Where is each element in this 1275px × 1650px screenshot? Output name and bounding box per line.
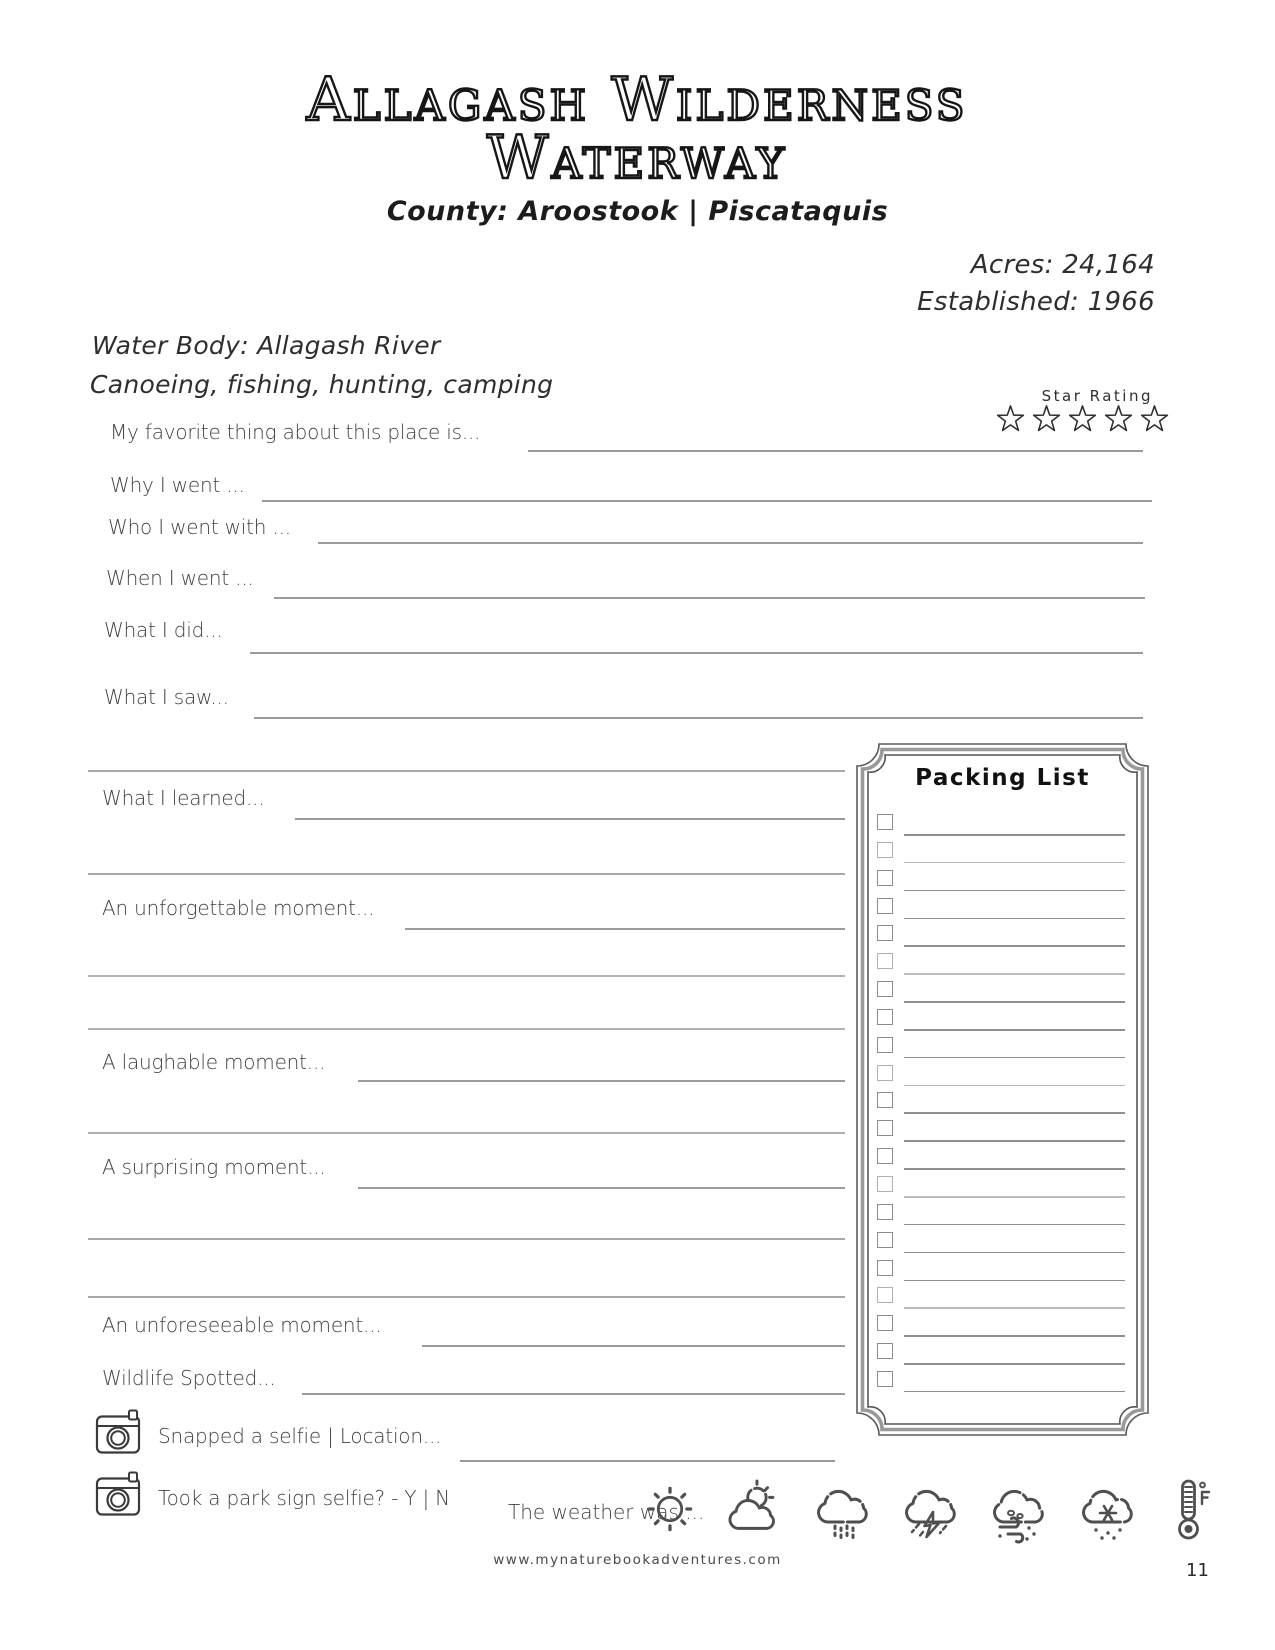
packing-rows [877,814,1125,1399]
packing-write-line[interactable] [904,1307,1125,1309]
write-line-selfie-location[interactable] [460,1460,835,1462]
packing-row [877,870,1125,898]
prompt-surprising: A surprising moment... [102,1155,326,1179]
prompt-unforeseeable: An unforeseeable moment... [102,1313,382,1337]
packing-row [877,1204,1125,1232]
prompt-learned: What I learned... [102,786,265,810]
rating-star-icon[interactable] [1067,404,1098,434]
rating-star-icon[interactable] [1103,404,1134,434]
packing-checkbox[interactable] [877,1148,893,1164]
packing-row [877,814,1125,842]
packing-row [877,1232,1125,1260]
write-line-learned[interactable] [295,818,845,820]
packing-checkbox[interactable] [877,1065,893,1081]
packing-checkbox[interactable] [877,1315,893,1331]
write-line-when[interactable] [274,597,1145,599]
packing-checkbox[interactable] [877,1204,893,1220]
packing-checkbox[interactable] [877,1037,893,1053]
star-rating-row [995,404,1170,434]
water-body-label: Water Body: Allagash River [92,331,441,360]
packing-row [877,953,1125,981]
prompt-saw: What I saw... [104,685,229,709]
prompt-when: When I went ... [106,566,254,590]
packing-list-panel [855,742,1150,1437]
write-line-section[interactable] [88,1296,845,1298]
star-rating-label: Star Rating [1041,387,1153,405]
website-footer: www.mynaturebookadventures.com [493,1552,782,1568]
packing-row [877,1343,1125,1371]
write-line-section[interactable] [88,975,845,977]
packing-write-line[interactable] [904,1085,1125,1087]
page-title [0,56,1275,191]
rating-star-icon[interactable] [995,404,1026,434]
packing-checkbox[interactable] [877,1176,893,1192]
write-line-surprising[interactable] [358,1187,845,1189]
packing-checkbox[interactable] [877,1009,893,1025]
write-line-unforeseeable[interactable] [422,1345,845,1347]
packing-write-line[interactable] [904,918,1125,920]
write-line-section[interactable] [88,1132,845,1134]
packing-row [877,1287,1125,1315]
packing-row [877,842,1125,870]
prompt-why: Why I went ... [110,473,245,497]
write-line-who[interactable] [318,542,1143,544]
packing-row [877,1260,1125,1288]
partly-cloudy-icon[interactable] [724,1478,786,1540]
packing-checkbox[interactable] [877,981,893,997]
county-subtitle: County: Aroostook | Piscataquis [386,196,889,227]
write-line-laughable[interactable] [358,1080,845,1082]
packing-checkbox[interactable] [877,953,893,969]
write-line-why[interactable] [262,500,1152,502]
stormy-icon[interactable] [899,1476,963,1542]
weather-icon-row [640,1476,1212,1542]
packing-write-line[interactable] [904,973,1125,975]
packing-write-line[interactable] [904,1391,1125,1393]
page-number: 11 [1186,1560,1209,1581]
write-line-favorite[interactable] [528,450,1143,452]
packing-row [877,1148,1125,1176]
packing-row [877,1037,1125,1065]
prompt-laughable: A laughable moment... [102,1050,326,1074]
prompt-wildlife: Wildlife Spotted... [102,1366,276,1390]
packing-checkbox[interactable] [877,1343,893,1359]
temperature-icon[interactable] [1164,1477,1212,1541]
snowy-icon[interactable] [1076,1476,1140,1542]
packing-checkbox[interactable] [877,1287,893,1303]
packing-list-title: Packing List [915,765,1090,791]
packing-checkbox[interactable] [877,842,893,858]
packing-write-line[interactable] [904,1168,1125,1170]
packing-write-line[interactable] [904,1196,1125,1198]
packing-checkbox[interactable] [877,898,893,914]
acres-value: Acres: 24,164 [970,250,1155,280]
packing-write-line[interactable] [904,945,1125,947]
activities-label: Canoeing, fishing, hunting, camping [90,370,554,399]
camera-icon [95,1408,141,1454]
prompt-park-sign-selfie: Took a park sign selfie? - Y | N [158,1486,450,1510]
write-line-section[interactable] [88,1238,845,1240]
write-line-section[interactable] [88,873,845,875]
prompt-favorite: My favorite thing about this place is... [110,420,481,444]
rating-star-icon[interactable] [1139,404,1170,434]
packing-row [877,1065,1125,1093]
rating-star-icon[interactable] [1031,404,1062,434]
packing-checkbox[interactable] [877,1092,893,1108]
packing-write-line[interactable] [904,1112,1125,1114]
write-line-section[interactable] [88,1028,845,1030]
packing-write-line[interactable] [904,1335,1125,1337]
sunny-icon[interactable] [640,1479,700,1539]
packing-write-line[interactable] [904,1001,1125,1003]
title-line-2: Waterway [486,123,788,193]
packing-checkbox[interactable] [877,814,893,830]
packing-checkbox[interactable] [877,1371,893,1387]
packing-row [877,1009,1125,1037]
packing-write-line[interactable] [904,1140,1125,1142]
packing-row [877,1371,1125,1399]
packing-write-line[interactable] [904,1029,1125,1031]
packing-row [877,1120,1125,1148]
packing-row [877,898,1125,926]
prompt-snapped-selfie: Snapped a selfie | Location... [158,1424,442,1448]
write-line-saw[interactable] [254,717,1143,719]
camera-icon [95,1470,141,1516]
packing-write-line[interactable] [904,862,1125,864]
packing-checkbox[interactable] [877,1232,893,1248]
prompt-who: Who I went with ... [108,515,291,539]
packing-write-line[interactable] [904,1252,1125,1254]
established-value: Established: 1966 [917,287,1155,317]
prompt-unforgettable: An unforgettable moment... [102,896,375,920]
rainy-icon[interactable] [811,1476,875,1542]
packing-row [877,981,1125,1009]
packing-write-line[interactable] [904,1280,1125,1282]
packing-write-line[interactable] [904,1224,1125,1226]
packing-write-line[interactable] [904,1057,1125,1059]
packing-write-line[interactable] [904,1363,1125,1365]
packing-write-line[interactable] [904,834,1125,836]
packing-checkbox[interactable] [877,1260,893,1276]
packing-row [877,925,1125,953]
weather-label: The weather was ... [508,1500,705,1524]
packing-checkbox[interactable] [877,1120,893,1136]
packing-row [877,1176,1125,1204]
packing-row [877,1092,1125,1120]
windy-icon[interactable] [987,1476,1051,1542]
write-line-section[interactable] [88,770,845,772]
packing-write-line[interactable] [904,890,1125,892]
packing-row [877,1315,1125,1343]
prompt-did: What I did... [104,618,223,642]
packing-checkbox[interactable] [877,870,893,886]
packing-checkbox[interactable] [877,925,893,941]
title-line-1: Allagash Wilderness [306,65,968,135]
write-line-wildlife[interactable] [302,1393,845,1395]
write-line-unforgettable[interactable] [405,928,845,930]
write-line-did[interactable] [250,652,1143,654]
